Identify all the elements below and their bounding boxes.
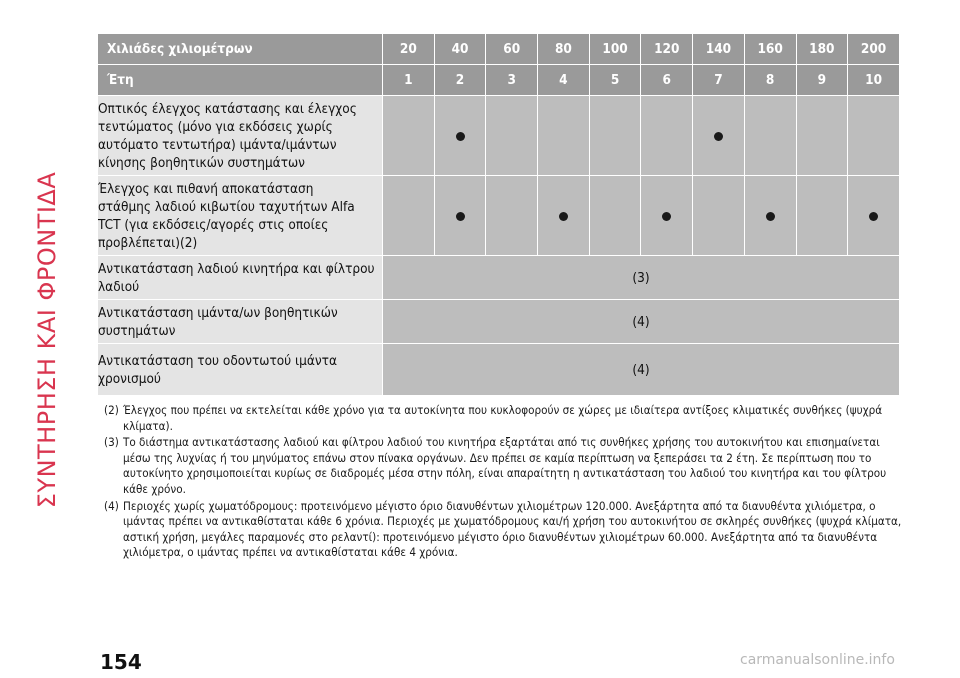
schedule-cell (796, 176, 848, 256)
table-row (98, 300, 900, 344)
year-header-cell: 3 (486, 65, 538, 96)
task-label (98, 344, 383, 396)
task-label (98, 256, 383, 300)
km-header-cell: 120 (641, 34, 693, 65)
table-row (98, 344, 900, 396)
schedule-cell (693, 96, 745, 176)
km-header-cell: 140 (693, 34, 745, 65)
scheduled-dot-icon (869, 212, 878, 221)
year-header-cell: 7 (693, 65, 745, 96)
interval-note-ref: (4) (383, 344, 900, 396)
year-header-cell: 2 (434, 65, 486, 96)
schedule-cell (693, 176, 745, 256)
interval-note-ref: (3) (383, 256, 900, 300)
km-header-cell: 180 (796, 34, 848, 65)
schedule-cell (641, 176, 693, 256)
task-label-line: λαδιού (98, 278, 140, 295)
footnote-text: Περιοχές χωρίς χωματόδρομους: προτεινόμενο μέγιστο όριο διανυθέντων χιλιομέτρων 120.000. Ανεξάρτητα από τα διανυθέντα χιλιόμετρα, ο ιμάντας πρέπει να αντικαθίσταται κάθε 6 χρόνια. Περιοχές με χωματόδρομους και/ή χρήση του αυτοκινήτου σε σκληρές συνθήκες (ψυχρά κλίματα, αστική χρήση, μεγάλες παραμονές στο ρελαντί): προτεινόμενο μέγιστο όριο διανυθέντων χιλιομέτρων 60.000. Ανεξάρτητα από τα διανυθέντα χιλιόμετρα, ο ιμάντας πρέπει να αντικαθίσταται κάθε 4 χρόνια. (123, 498, 902, 560)
task-label-line: αυτόματο τεντωτήρα) ιμάντα/ιμάντων (98, 136, 337, 153)
schedule-cell (538, 96, 590, 176)
footnote-text: Έλεγχος που πρέπει να εκτελείται κάθε χρόνο για τα αυτοκίνητα που κυκλοφορούν σε χώρες με ιδιαίτερα αντίξοες κλιματικές συνθήκες (ψυχρά κλίματα). (123, 403, 883, 433)
km-header-label: Χιλιάδες χιλιομέτρων (98, 34, 383, 65)
task-label-line: Αντικατάσταση του οδοντωτού ιμάντα (98, 352, 338, 369)
task-label-line: Οπτικός έλεγχος κατάστασης και έλεγχος (98, 100, 357, 117)
task-label-line: τεντώματος (μόνο για εκδόσεις χωρίς (98, 118, 333, 135)
schedule-cell (383, 96, 435, 176)
footnote-number: (3) (104, 435, 119, 450)
watermark: carmanualsonline.info (740, 652, 895, 668)
schedule-cell (641, 96, 693, 176)
year-header-cell: 10 (848, 65, 900, 96)
footnotes (104, 403, 904, 562)
task-label (98, 300, 383, 344)
schedule-cell (383, 176, 435, 256)
years-header-row (98, 65, 900, 96)
km-header-cell: 60 (486, 34, 538, 65)
year-header-cell: 9 (796, 65, 848, 96)
table-row (98, 256, 900, 300)
schedule-cell (486, 96, 538, 176)
years-header-label: Έτη (98, 65, 383, 96)
footnote-text: Το διάστημα αντικατάστασης λαδιού και φίλτρου λαδιού του κινητήρα εξαρτάται από τις συνθήκες χρήσης του αυτοκινήτου και επισημαίνεται μέσω της λυχνίας ή του μηνύματος επάνω στον πίνακα οργάνων. Δεν πρέπει σε καμία περίπτωση να ξεπεράσει τα 2 έτη. Σε περίπτωση που το αυτοκίνητο χρησιμοποιείται κυρίως σε διαδρομές μέσα στην πόλη, είναι απαραίτητη η αντικατάσταση του λαδιού του κινητήρα και του φίλτρου κάθε χρόνο. (123, 435, 887, 496)
task-label-line: συστημάτων (98, 322, 176, 339)
schedule-cell (538, 176, 590, 256)
task-label-line: TCT (για εκδόσεις/αγορές στις οποίες (98, 216, 329, 233)
task-label-line: Αντικατάσταση λαδιού κινητήρα και φίλτρου (98, 260, 375, 277)
year-header-cell: 4 (538, 65, 590, 96)
schedule-cell (848, 176, 900, 256)
scheduled-dot-icon (456, 212, 465, 221)
task-label-line: χρονισμού (98, 370, 161, 387)
task-label (98, 176, 383, 256)
km-header-cell: 40 (434, 34, 486, 65)
schedule-cell (434, 176, 486, 256)
year-header-cell: 1 (383, 65, 435, 96)
task-label (98, 96, 383, 176)
km-header-cell: 80 (538, 34, 590, 65)
table-row (98, 176, 900, 256)
km-header-cell: 200 (848, 34, 900, 65)
maintenance-schedule-table (97, 33, 900, 396)
footnote (104, 435, 904, 497)
schedule-cell (434, 96, 486, 176)
task-label-line: κίνησης βοηθητικών συστημάτων (98, 154, 305, 171)
scheduled-dot-icon (456, 132, 465, 141)
section-side-title: ΣΥΝΤΗΡΗΣΗ ΚΑΙ ΦΡΟΝΤΙΔΑ (33, 171, 61, 509)
schedule-cell (796, 96, 848, 176)
schedule-cell (848, 96, 900, 176)
interval-note-ref: (4) (383, 300, 900, 344)
schedule-cell (744, 176, 796, 256)
scheduled-dot-icon (662, 212, 671, 221)
task-label-line: στάθμης λαδιού κιβωτίου ταχυτήτων Alfa (98, 198, 355, 215)
year-header-cell: 5 (589, 65, 641, 96)
scheduled-dot-icon (559, 212, 568, 221)
schedule-cell (744, 96, 796, 176)
task-label-line: Αντικατάσταση ιμάντα/ων βοηθητικών (98, 304, 338, 321)
footnote-number: (2) (104, 403, 119, 417)
footnote (104, 499, 904, 561)
footnote (104, 403, 904, 434)
year-header-cell: 6 (641, 65, 693, 96)
scheduled-dot-icon (766, 212, 775, 221)
schedule-cell (486, 176, 538, 256)
schedule-cell (589, 96, 641, 176)
schedule-body (98, 96, 900, 396)
scheduled-dot-icon (714, 132, 723, 141)
km-header-row (98, 34, 900, 65)
km-header-cell: 100 (589, 34, 641, 65)
page-number: 154 (100, 650, 142, 674)
km-header-cell: 160 (744, 34, 796, 65)
year-header-cell: 8 (744, 65, 796, 96)
km-header-cell: 20 (383, 34, 435, 65)
task-label-line: προβλέπεται)(2) (98, 234, 198, 251)
task-label-line: Έλεγχος και πιθανή αποκατάσταση (98, 180, 314, 197)
schedule-cell (589, 176, 641, 256)
footnote-number: (4) (104, 498, 119, 513)
table-row (98, 96, 900, 176)
